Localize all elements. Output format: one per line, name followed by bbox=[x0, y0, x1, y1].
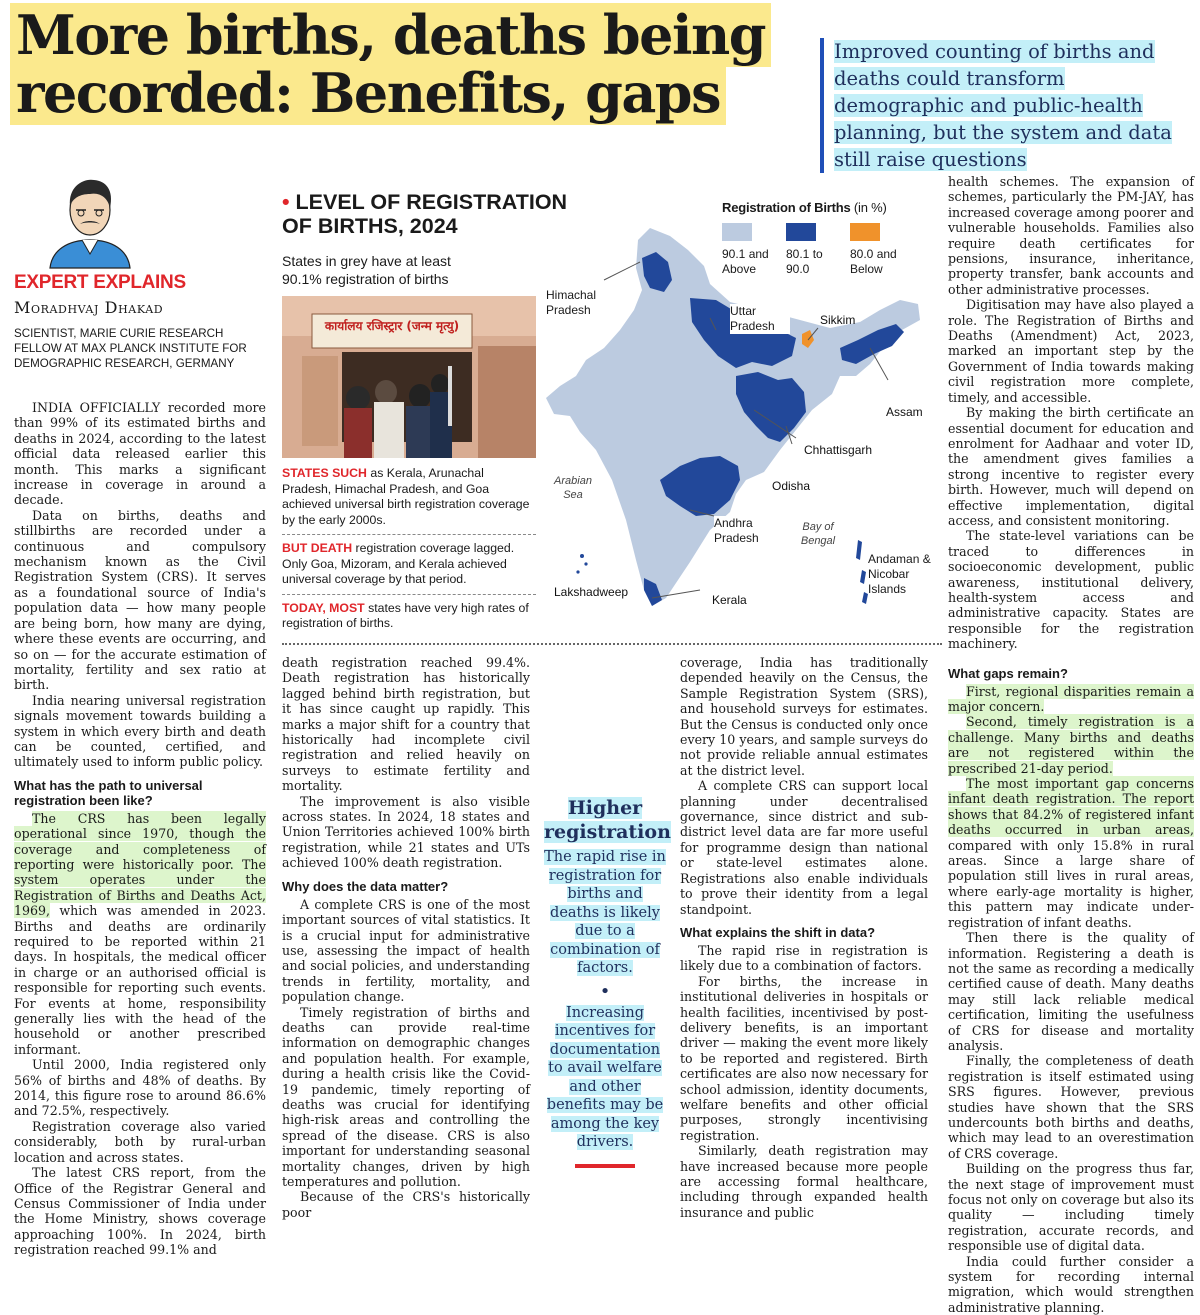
bullet-icon: • bbox=[282, 190, 296, 214]
label-chhattisgarh: Chhattisgarh bbox=[804, 443, 873, 457]
label-hp-html: Himachal Pradesh bbox=[546, 288, 616, 318]
legend-label: 90.1 and Above bbox=[722, 247, 769, 276]
label-odisha: Odisha bbox=[772, 479, 811, 493]
paragraph: The state-level variations can be traced to differences in socioeconomic development, public awareness, institutional delivery, health-system access and administrative capacity. States are responsible for the registration machinery. bbox=[948, 528, 1194, 652]
paragraph: The rapid rise in registration is likely due to a combination of factors. bbox=[680, 942, 928, 974]
label-bay-html: Bay of Bengal bbox=[798, 520, 838, 548]
label-ap-html: Andhra Pradesh bbox=[714, 516, 774, 546]
legend-label: 80.0 and Below bbox=[850, 247, 897, 276]
paragraph: The improvement is also visible across states. In 2024, 18 states and Union Territories achieved 100% birth registration, while 21 states and UTs achieved 100% death registration. bbox=[282, 793, 530, 871]
label-assam: Assam bbox=[886, 405, 923, 419]
paragraph: Similarly, death registration may have increased because more people are accessing formal healthcare, including through expanded health insurance and public bbox=[680, 1143, 928, 1220]
column-4 bbox=[948, 174, 1194, 1315]
graphic-subtitle: States in grey have at least 90.1% registration of births bbox=[282, 253, 451, 287]
label-arabian-html: Arabian Sea bbox=[552, 474, 594, 502]
paragraph: India nearing universal registration signals movement towards building a system in which every birth and death can be counted, certified, and ultimately used to inform public policy. bbox=[14, 692, 266, 770]
registrar-office-photo bbox=[282, 296, 536, 458]
paragraph: The latest CRS report, from the Office of the Registrar General and Census Commissioner of India under the Home Ministry, shows coverage approaching 100%. In 2024, birth registration reached 99.1% and bbox=[14, 1165, 266, 1258]
paragraph: The CRS has been legally operational since 1970, though the coverage and completeness of reporting were historically poor. The system operates under the Registration of Births and Deaths Act, 1969, which was amended in 2023. Births and deaths are ordinarily required to be reported within 21 days. In hospitals, the medical officer in charge or an authorised official is responsible for reporting such events. For events at home, responsibility generally lies with the head of the household or another prescribed informant. bbox=[14, 810, 266, 1057]
subhead: What explains the shift in data? bbox=[680, 924, 876, 940]
pullquote-rule bbox=[575, 1164, 635, 1168]
headline: More births, deaths being recorded: Benefits, gaps bbox=[10, 6, 790, 122]
author-portrait-icon bbox=[40, 168, 140, 268]
author-role: SCIENTIST, MARIE CURIE RESEARCH FELLOW AT MAX PLANCK INSTITUTE FOR DEMOGRAPHIC RESEARCH, GERMANY bbox=[14, 327, 247, 370]
column-2 bbox=[282, 655, 530, 1220]
paragraph: Data on births, deaths and stillbirths are recorded under a continuous and compulsory mechanism known as the Civil Registration System (CRS). It serves as a foundational source of India's population data — how many people are being born, how many are dying, where these events are occurring, and so on — for the accurate estimation of mortality, fertility and sex ratio at birth. bbox=[14, 507, 266, 693]
paragraph: By making the birth certificate an essential document for education and enrolment for Aadhaar and voter ID, the amendment gives families a strong incentive to register every birth. However, much will depend on effective implementation, digital access, and consistent monitoring. bbox=[948, 405, 1194, 528]
paragraph: First, regional disparities remain a major concern. bbox=[948, 683, 1194, 714]
lead-paragraph: INDIA OFFICIALLY recorded more than 99% of its estimated births and deaths in 2024, according to the latest official data released earlier this month. This marks a significant increase in coverage in around a decade. bbox=[14, 400, 266, 508]
paragraph: coverage, India has traditionally depended heavily on the Census, the Sample Registration System (SRS), and household surveys for estimates. But the Census is conducted only once every 10 years, and sample surveys do not provide reliable annual estimates at the district level. bbox=[680, 655, 928, 778]
graphic-divider bbox=[282, 643, 942, 645]
label-lakshadweep: Lakshadweep bbox=[554, 585, 629, 599]
map-region-grey bbox=[546, 228, 920, 606]
pullquote-text: The rapid rise in registration for births and deaths is likely due to a combination of factors. bbox=[544, 849, 666, 976]
paragraph: India could further consider a system for recording internal migration, which would strengthen administrative planning. bbox=[948, 1253, 1194, 1315]
pullquote-text: Increasing incentives for documentation to avail welfare and other benefits may be among the key drivers. bbox=[546, 1004, 664, 1150]
subhead: What gaps remain? bbox=[948, 665, 1068, 681]
label-up-html: Uttar Pradesh bbox=[730, 304, 790, 334]
paragraph: Because of the CRS's historically poor bbox=[282, 1189, 530, 1220]
note-item: STATES SUCH as Kerala, Arunachal Pradesh, Himachal Pradesh, and Goa achieved universal birth registration coverage by the early 2000s. bbox=[282, 466, 530, 527]
paragraph: Digitisation may have also played a role. The Registration of Births and Deaths (Amendment) Act, 2023, marked an important step by the Government of India towards making civil registration more complete, timely, and accessible. bbox=[948, 297, 1194, 405]
svg-text:कार्यालय रजिस्ट्रार (जन्म मृत्: कार्यालय रजिस्ट्रार (जन्म मृत्यु) bbox=[324, 319, 460, 333]
legend-title: Registration of Births (in %) bbox=[722, 200, 887, 215]
paragraph: A complete CRS can support local planning under decentralised governance, since district and sub-district level data are far more useful for programme design than national or state-level estimates alone. Registrations also enable individuals to prove their identity from a legal standpoint. bbox=[680, 778, 928, 917]
author-name: Moradhvaj Dhakad bbox=[14, 298, 164, 317]
paragraph: Until 2000, India registered only 56% of births and 48% of deaths. By 2014, this figure rose to around 86.6% and 72.5%, respectively. bbox=[14, 1057, 266, 1119]
deck: Improved counting of births and deaths could transform demographic and public-health planning, but the system and data still raise questions bbox=[820, 38, 1192, 173]
paragraph: Timely registration of births and deaths can provide real-time information on demographic changes and population health. For example, during a health crisis like the Covid-19 pandemic, timely reporting of deaths was crucial for identifying high-risk areas and controlling the spread of the disease. CRS is also important for understanding seasonal mortality changes, driven by high temperatures and pollution. bbox=[282, 1004, 530, 1189]
paragraph: Second, timely registration is a challenge. Many births and deaths are not registered within the prescribed 21-day period. bbox=[948, 714, 1194, 776]
subhead: What has the path to universal registration been like? bbox=[14, 777, 203, 808]
note-item: BUT DEATH registration coverage lagged. Only Goa, Mizoram, and Kerala achieved universal coverage by that period. bbox=[282, 534, 536, 594]
graphic-notes bbox=[282, 466, 536, 632]
paragraph: health schemes. The expansion of schemes, particularly the PM-JAY, has increased coverage among poorer and vulnerable households. Families also require death certificates for pensions, insurance, inheritance, property transfer, bank accounts and other administrative processes. bbox=[948, 174, 1195, 297]
section-tag: EXPERT EXPLAINS bbox=[14, 272, 186, 293]
label-andaman-html: Andaman & Nicobar Islands bbox=[868, 552, 934, 597]
paragraph: For births, the increase in institutional deliveries in hospitals or health facilities, incentivised by post-delivery benefits, is an important driver — making the event more likely to be reported and registered. Birth certificates are also now necessary for school admission, identity documents, welfare benefits and other official purposes, strongly incentivising registration. bbox=[680, 973, 928, 1143]
paragraph: death registration reached 99.4%. Death registration has historically lagged behind birth registration, but it has since caught up rapidly. This marks a major shift for a country that historically had incomplete civil registration and relied heavily on surveys to estimate fertility and mortality. bbox=[282, 655, 530, 794]
author-portrait bbox=[40, 168, 140, 268]
graphic-title: • LEVEL OF REGISTRATION OF BIRTHS, 2024 bbox=[282, 190, 568, 238]
pullquote-dot-icon: • bbox=[599, 980, 611, 1002]
label-kerala: Kerala bbox=[712, 593, 747, 607]
column-3 bbox=[680, 655, 928, 1220]
paragraph: Finally, the completeness of death registration is itself estimated using SRS figures. However, previous studies have shown that the SRS undercounts both births and deaths, which may lead to an overestimation of CRS coverage. bbox=[948, 1053, 1194, 1161]
paragraph: Building on the progress thus far, the next stage of improvement must focus not only on coverage but also its quality — including timely registration, accurate records, and responsible use of digital data. bbox=[948, 1161, 1194, 1254]
column-1 bbox=[14, 400, 266, 1258]
paragraph: The most important gap concerns infant death registration. The report shows that 84.2% of registered infant deaths occurred in urban areas, compared with only 15.8% in rural areas. Since a large share of population still lives in rural areas, where early-age mortality is higher, this pattern may indicate under-registration of infant deaths. bbox=[948, 776, 1194, 930]
paragraph: A complete CRS is one of the most important sources of vital statistics. It is a crucial input for administrative use, assessing the impact of health and social policies, and understanding trends in fertility, mortality, and population change. bbox=[282, 896, 530, 1005]
legend-label: 80.1 to 90.0 bbox=[786, 247, 823, 276]
subhead: Why does the data matter? bbox=[282, 878, 449, 894]
label-sikkim: Sikkim bbox=[820, 313, 856, 327]
pullquote-title: Higher registration bbox=[544, 797, 671, 843]
pull-quote bbox=[544, 796, 671, 1168]
paragraph: Then there is the quality of information. Registering a death is not the same as recording a medically certified cause of death. Many deaths may still lack reliable medical certification, limiting the usefulness of CRS for disease and mortality analysis. bbox=[948, 930, 1194, 1053]
paragraph: Registration coverage also varied considerably, both by rural-urban location and across states. bbox=[14, 1118, 266, 1165]
note-item: TODAY, MOST states have very high rates of registration of births. bbox=[282, 594, 536, 632]
